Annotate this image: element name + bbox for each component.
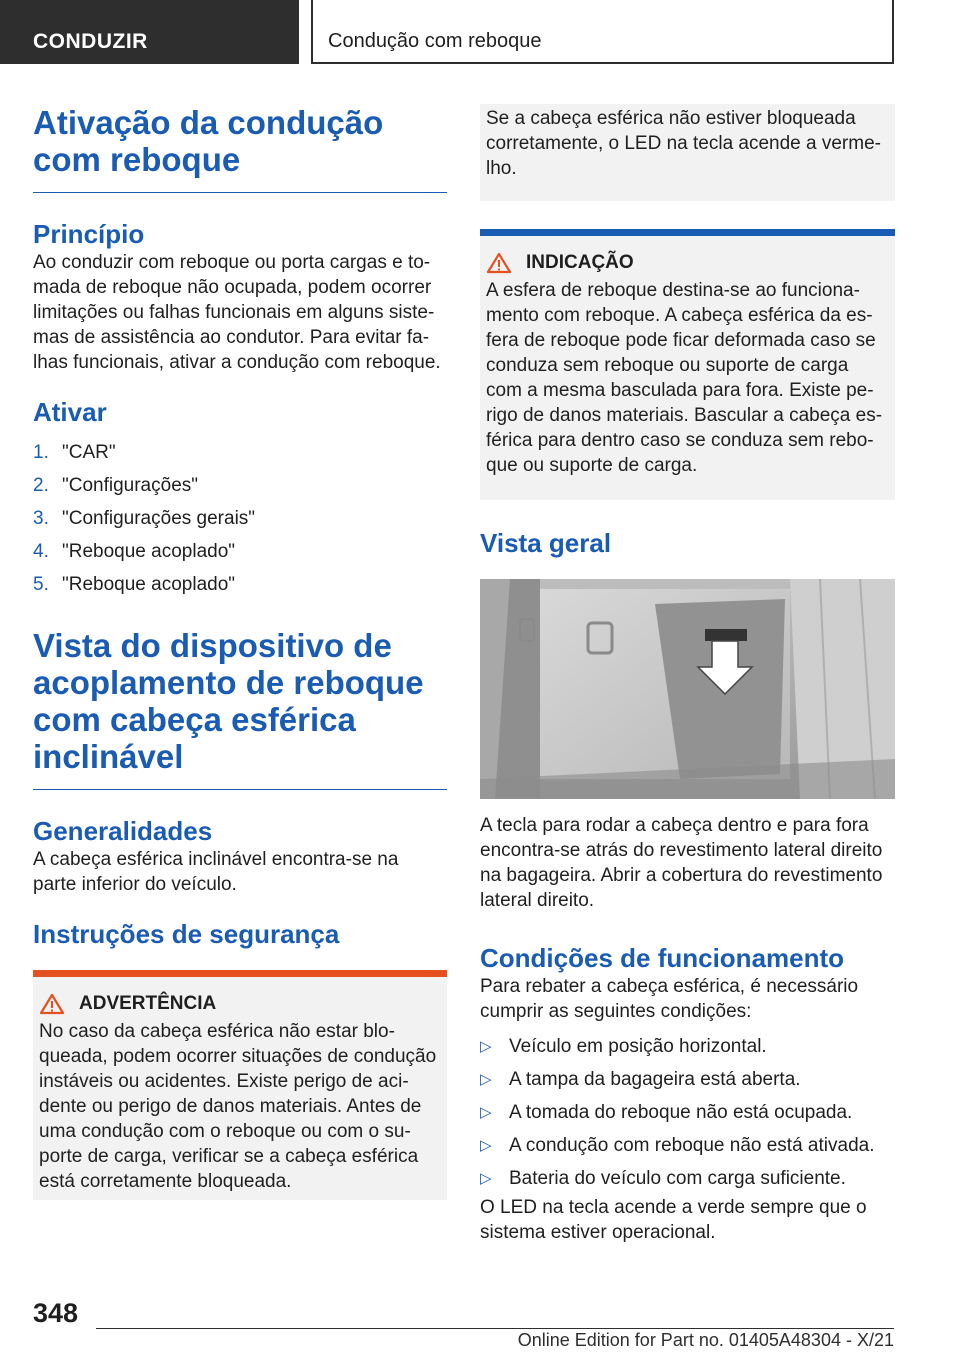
note-box xyxy=(480,229,895,500)
right-column xyxy=(480,104,895,1245)
principle-text: Ao conduzir com reboque ou porta cargas e tomada de reboque não ocupada, podem ocorrer limitações ou falhas funcionais em alguns sistemas de assistência ao condutor. Para evitar falhas funcionais, ativar a condução com reboque. xyxy=(33,252,441,373)
left-column xyxy=(33,104,447,1200)
heading-principle: Princípio xyxy=(33,219,145,249)
footer-edition: Online Edition for Part no. 01405A48304 - X/21 xyxy=(517,1330,894,1350)
activation-steps xyxy=(33,436,447,601)
page-number: 348 xyxy=(33,1298,79,1328)
note-title-row xyxy=(486,252,889,274)
warning-box xyxy=(33,970,447,1200)
warning-continuation-text: Se a cabeça esférica não estiver bloqueada corretamente, o LED na tecla acende a vermelho. xyxy=(486,108,881,179)
note-text: A esfera de reboque destina-se ao funcionamento com reboque. A cabeça esférica da esfera de reboque pode ficar deformada caso se conduza sem reboque ou suporte de carga com a mesma basculada para fora. Existe perigo de danos materiais. Bascular a cabeça esférica para dentro caso se conduza sem reboque ou suporte de carga. xyxy=(486,280,883,476)
triangle-bullet-icon: ▷ xyxy=(480,1038,492,1055)
warning-text: No caso da cabeça esférica não estar bloqueada, podem ocorrer situações de condução instáveis ou acidentes. Existe perigo de acidente ou perigo de danos materiais. Antes de uma condução com o reboque ou com o suporte de carga, verificar se a cabeça esférica está corretamente bloqueada. xyxy=(39,1021,437,1192)
chapter-tab xyxy=(311,0,894,64)
triangle-bullet-icon: ▷ xyxy=(480,1104,492,1121)
heading-general: Generalidades xyxy=(33,816,213,846)
photo-caption: A tecla para rodar a cabeça dentro e para fora encontra-se atrás do revestimento lateral direito na bagageira. Abrir a cobertura do revestimento lateral direito. xyxy=(480,815,883,911)
step-item: 1. "CAR" xyxy=(33,442,116,463)
list-item: ▷ A tomada do reboque não está ocupada. xyxy=(480,1096,895,1129)
warning-title-row xyxy=(39,993,441,1015)
triangle-bullet-icon: ▷ xyxy=(480,1137,492,1154)
list-item: ▷ Bateria do veículo com carga suficiente. xyxy=(480,1162,895,1195)
warning-title: ADVERTÊNCIA xyxy=(79,993,217,1014)
warning-continuation-box xyxy=(480,104,895,201)
heading-device-view: Vista do dispositivo de acoplamento de reboque com cabeça esférica inclinável xyxy=(33,627,447,790)
step-item: 3. "Configurações gerais" xyxy=(33,508,256,529)
step-item: 5. "Reboque acoplado" xyxy=(33,574,236,595)
step-item: 4. "Reboque acoplado" xyxy=(33,541,236,562)
heading-conditions: Condições de funcionamento xyxy=(480,943,845,973)
step-item: 2. "Configurações" xyxy=(33,475,199,496)
warning-triangle-icon xyxy=(39,993,65,1015)
conditions-list xyxy=(480,1030,895,1195)
led-text: O LED na tecla acende a verde sempre que o sistema estiver operacional. xyxy=(480,1197,867,1243)
heading-activate: Ativar xyxy=(33,397,107,427)
heading-activation: Ativação da condução com reboque xyxy=(33,104,447,193)
triangle-bullet-icon: ▷ xyxy=(480,1170,492,1187)
conditions-intro: Para rebater a cabeça esférica, é necessário cumprir as seguintes condições: xyxy=(480,976,859,1022)
footer-divider xyxy=(96,1328,894,1329)
trunk-photo xyxy=(480,579,895,799)
triangle-bullet-icon: ▷ xyxy=(480,1071,492,1088)
section-tab xyxy=(0,0,299,64)
warning-triangle-icon xyxy=(486,252,512,274)
heading-safety: Instruções de segurança xyxy=(33,919,340,949)
list-item: ▷ A tampa da bagageira está aberta. xyxy=(480,1063,895,1096)
note-title: INDICAÇÃO xyxy=(526,252,634,273)
general-text: A cabeça esférica inclinável encontra-se na parte inferior do veículo. xyxy=(33,849,399,895)
section-title: CONDUZIR xyxy=(33,30,148,53)
list-item: ▷ Veículo em posição horizontal. xyxy=(480,1030,895,1063)
list-item: ▷ A condução com reboque não está ativada. xyxy=(480,1129,895,1162)
heading-overview: Vista geral xyxy=(480,528,612,558)
chapter-title: Condução com reboque xyxy=(328,30,542,52)
